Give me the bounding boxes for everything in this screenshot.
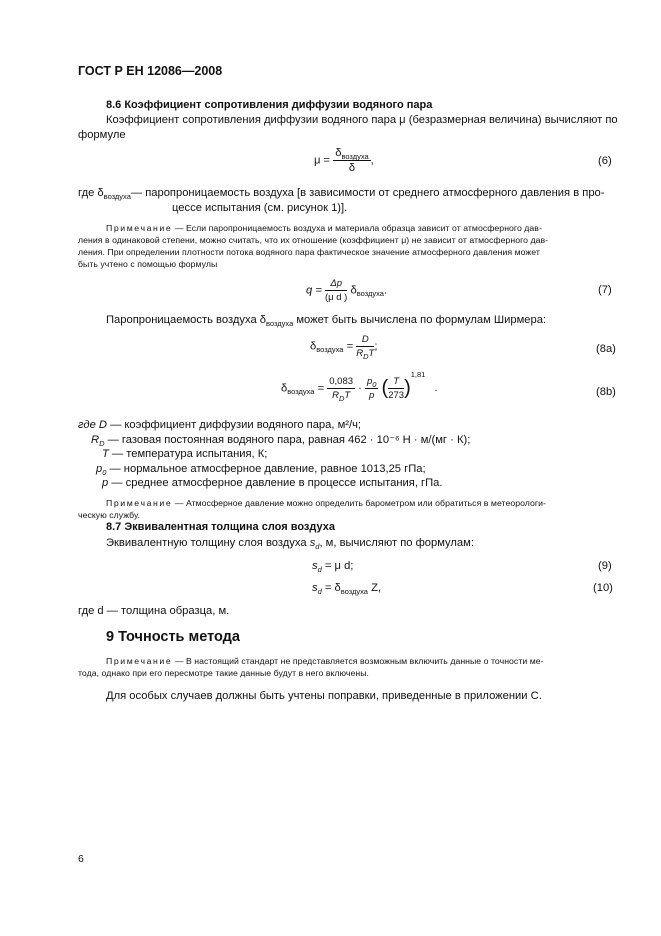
note3-label: Примечание bbox=[106, 656, 173, 666]
eq8b-numerator2: p bbox=[366, 376, 373, 387]
eq8a-numerator: D bbox=[356, 334, 374, 347]
eq8a-den-r: R bbox=[356, 348, 364, 359]
eq7-denominator: (μ d ) bbox=[324, 292, 348, 303]
eq9-rhs: = μ d; bbox=[321, 560, 354, 572]
equation-6 bbox=[314, 147, 374, 174]
note1-line2: ления в одинаковой степени, можно считать, что их отношение (коэффициент μ) не зависит от атмосферного дав- bbox=[78, 235, 549, 245]
eq8b-denominator2: p bbox=[369, 390, 375, 401]
eq6-denominator: δ bbox=[348, 162, 356, 174]
eq8a-lhs: δ bbox=[310, 340, 317, 353]
section-9-paragraph: Для особых случаев должны быть учтены поправки, приведенные в приложении С. bbox=[106, 690, 542, 702]
eq10-eq: = δ bbox=[321, 582, 341, 594]
eq8a-equals: = bbox=[346, 340, 354, 353]
equation-8b-number: (8b) bbox=[596, 386, 616, 398]
eq7-delta-sub: воздуха bbox=[356, 289, 384, 299]
eq8b-den-t: T bbox=[344, 390, 351, 401]
note1-line1 bbox=[106, 222, 542, 235]
eq8b-lhs-sub: воздуха bbox=[287, 387, 315, 397]
eq10-lhs: s bbox=[312, 582, 318, 594]
def-p0-symbol: p bbox=[96, 463, 103, 475]
schirmer-sub: воздуха bbox=[266, 319, 294, 328]
eq7-delta: δ bbox=[350, 284, 357, 297]
eq8b-den-r: R bbox=[332, 390, 339, 401]
where-delta-air-symbol: где δ bbox=[78, 187, 104, 199]
equation-8a-number: (8a) bbox=[596, 343, 616, 355]
equation-10 bbox=[312, 582, 381, 594]
section-9-heading: 9 Точность метода bbox=[106, 629, 240, 645]
eq6-numerator: δ bbox=[335, 147, 342, 159]
note1-line4: быть учтено с помощью формулы bbox=[78, 259, 218, 269]
note1-line3: ления. При определении плотности потока водяного пара фактическое значение атмосферного давления может bbox=[78, 247, 540, 257]
def-T-text: — температура испытания, К; bbox=[108, 448, 268, 460]
eq10-rhs: Z, bbox=[367, 582, 382, 594]
eq8a-den-t: T bbox=[368, 348, 375, 359]
page-number: 6 bbox=[78, 853, 84, 865]
eq8b-tail: . bbox=[434, 382, 438, 395]
equation-7-number: (7) bbox=[598, 284, 612, 296]
document-header: ГОСТ Р ЕН 12086—2008 bbox=[78, 64, 223, 78]
eq8a-lhs-sub: воздуха bbox=[316, 345, 344, 355]
note2-line2: ческую службу. bbox=[78, 510, 141, 520]
eq6-tail: , bbox=[370, 154, 374, 167]
schirmer-text-a: Паропроницаемость воздуха δ bbox=[106, 314, 267, 326]
eq6-lhs: μ = bbox=[314, 154, 331, 167]
def-RD-sub: D bbox=[99, 439, 105, 448]
section-8-6-intro-line2: формуле bbox=[78, 129, 126, 141]
eq8a-fraction bbox=[356, 334, 374, 359]
eq8a-tail: ; bbox=[374, 340, 378, 353]
def-p0 bbox=[96, 462, 426, 477]
equation-8b bbox=[281, 370, 438, 403]
eq8b-fraction3 bbox=[388, 376, 404, 401]
def-p-symbol: p bbox=[102, 477, 109, 489]
eq8b-numerator2-sub: 0 bbox=[372, 380, 377, 389]
def-RD bbox=[91, 433, 470, 448]
eq8b-exponent: 1,81 bbox=[410, 370, 426, 380]
def-p bbox=[102, 476, 443, 491]
schirmer-text-b: может быть вычислена по формулам Ширмера: bbox=[293, 314, 547, 326]
def-T-symbol: T bbox=[102, 448, 109, 460]
def-RD-symbol: R bbox=[91, 434, 100, 446]
note2-label: Примечание bbox=[106, 498, 173, 508]
eq8b-dot: · bbox=[358, 382, 362, 395]
s87-intro-b: , м, вычисляют по формулам: bbox=[319, 537, 474, 549]
s87-intro-s: s bbox=[309, 537, 316, 549]
def-p-text: — среднее атмосферное давление в процессе испытания, гПа. bbox=[108, 477, 443, 489]
where-delta-air-line2: цессе испытания (см. рисунок 1)]. bbox=[172, 202, 348, 214]
s87-intro-sub: d bbox=[315, 542, 320, 551]
eq8b-den-sub: D bbox=[338, 394, 345, 403]
eq6-numerator-sub: воздуха bbox=[341, 152, 369, 161]
equation-8a bbox=[310, 334, 377, 359]
eq8b-lhs: δ bbox=[281, 382, 288, 395]
def-RD-text: — газовая постоянная водяного пара, равная 462 · 10⁻⁶ Н · м/(мг · К); bbox=[104, 434, 471, 446]
where-delta-air-sub: воздуха bbox=[103, 192, 131, 201]
eq10-delta-sub: воздуха bbox=[340, 587, 368, 596]
eq7-tail: . bbox=[383, 284, 388, 297]
eq7-numerator: Δp bbox=[325, 278, 347, 291]
def-D-text: — коэффициент диффузии водяного пара, м²/ч; bbox=[107, 419, 362, 431]
where-delta-air-text: — паропроницаемость воздуха [в зависимости от среднего атмосферного давления в про- bbox=[130, 187, 605, 199]
schirmer-intro bbox=[106, 313, 546, 328]
equation-9-number: (9) bbox=[598, 560, 612, 572]
equation-6-number: (6) bbox=[598, 155, 612, 167]
eq8b-rparen: ) bbox=[404, 377, 411, 399]
note3-line1 bbox=[106, 655, 544, 668]
where-delta-air-line1 bbox=[78, 186, 605, 201]
eq8b-equals: = bbox=[317, 382, 325, 395]
eq6-fraction bbox=[333, 147, 370, 174]
eq8b-numerator1: 0,083 bbox=[329, 376, 354, 387]
eq8b-denominator3: 273 bbox=[388, 390, 405, 401]
def-T bbox=[102, 447, 267, 462]
eq8b-fraction1 bbox=[327, 376, 355, 401]
note1-text1: — Если паропроницаемость воздуха и материала образца зависит от атмосферного дав- bbox=[172, 223, 542, 233]
eq7-fraction bbox=[325, 278, 347, 303]
s87-where: где d — толщина образца, м. bbox=[78, 605, 230, 617]
eq8b-fraction2 bbox=[365, 376, 378, 401]
eq8b-lparen: ( bbox=[381, 377, 389, 399]
s87-intro-a: Эквивалентную толщину слоя воздуха bbox=[106, 537, 310, 549]
eq8a-den-sub: D bbox=[363, 352, 369, 361]
eq10-sub: d bbox=[317, 587, 322, 596]
equation-7 bbox=[306, 278, 387, 303]
eq9-lhs: s bbox=[312, 560, 318, 572]
note2-line1 bbox=[106, 497, 546, 510]
def-p0-text: — нормальное атмосферное давление, равное 1013,25 гПа; bbox=[106, 463, 426, 475]
note2-text1: — Атмосферное давление можно определить барометром или обратиться в метеорологи- bbox=[172, 498, 546, 508]
eq7-lhs: q = bbox=[306, 284, 322, 297]
def-D-symbol: где D bbox=[78, 419, 107, 431]
section-8-7-intro bbox=[106, 536, 474, 551]
eq8b-numerator3: T bbox=[388, 376, 404, 389]
eq9-sub: d bbox=[317, 565, 322, 574]
section-8-6-intro-line1: Коэффициент сопротивления диффузии водяного пара μ (безразмерная величина) вычисляют по bbox=[106, 114, 618, 126]
section-8-6-heading: 8.6 Коэффициент сопротивления диффузии водяного пара bbox=[106, 99, 433, 111]
def-p0-sub: 0 bbox=[102, 468, 107, 477]
equation-9 bbox=[312, 560, 353, 572]
note3-line2: тода, однако при его пересмотре такие данные будут в него включены. bbox=[78, 668, 369, 678]
equation-10-number: (10) bbox=[593, 582, 613, 594]
section-8-7-heading: 8.7 Эквивалентная толщина слоя воздуха bbox=[106, 521, 335, 533]
note3-text1: — В настоящий стандарт не представляется возможным включить данные о точности ме- bbox=[172, 656, 544, 666]
def-D bbox=[78, 418, 361, 433]
note1-label: Примечание bbox=[106, 223, 173, 233]
